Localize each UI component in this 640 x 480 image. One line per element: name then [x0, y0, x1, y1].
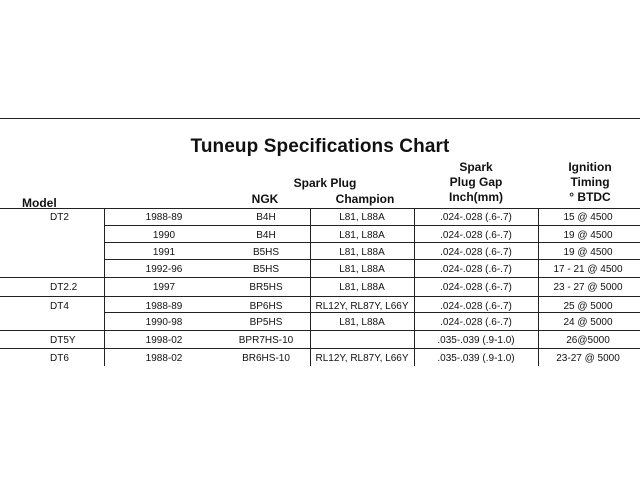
cell-ngk: B5HS — [252, 247, 280, 258]
cell-year: 1990 — [152, 230, 176, 241]
cell-year: 1990-98 — [145, 317, 183, 328]
header-champion: Champion — [335, 192, 395, 206]
row-divider — [104, 225, 640, 226]
cell-gap: .024-.028 (.6-.7) — [440, 212, 512, 223]
row-divider — [0, 348, 640, 349]
cell-timing: 23 - 27 @ 5000 — [553, 282, 623, 293]
cell-champion: L81, L88A — [339, 264, 385, 275]
cell-timing: 19 @ 4500 — [563, 247, 613, 258]
header-plug-gap-line-3: Inch(mm) — [449, 190, 503, 204]
cell-ngk: B4H — [256, 212, 276, 223]
spec-table — [0, 208, 640, 366]
header-ignition-timing — [545, 160, 635, 205]
cell-champion: L81, L88A — [339, 282, 385, 293]
cell-year: 1988-89 — [145, 301, 183, 312]
cell-gap: .024-.028 (.6-.7) — [440, 230, 512, 241]
row-divider — [0, 277, 640, 278]
cell-model: DT6 — [50, 353, 69, 364]
cell-year: 1992-96 — [145, 264, 183, 275]
cell-ngk: BP5HS — [249, 317, 283, 328]
cell-model: DT2 — [50, 212, 69, 223]
cell-gap: .024-.028 (.6-.7) — [440, 264, 512, 275]
cell-champion: L81, L88A — [339, 317, 385, 328]
chart-title: Tuneup Specifications Chart — [190, 136, 450, 157]
cell-gap: .024-.028 (.6-.7) — [440, 301, 512, 312]
cell-timing: 26@5000 — [566, 335, 610, 346]
cell-champion: L81, L88A — [339, 247, 385, 258]
row-divider — [0, 330, 640, 331]
header-plug-gap-line-1: Spark — [459, 160, 493, 174]
cell-model: DT2.2 — [50, 282, 78, 293]
header-ignition-line-3: ° BTDC — [569, 190, 611, 204]
cell-model — [0, 263, 104, 277]
cell-ngk: B5HS — [252, 264, 280, 275]
cell-gap: .024-.028 (.6-.7) — [440, 317, 512, 328]
cell-year: 1997 — [152, 282, 176, 293]
cell-year: 1988-02 — [145, 353, 183, 364]
cell-timing: 19 @ 4500 — [563, 230, 613, 241]
header-ignition-line-1: Ignition — [568, 160, 612, 174]
cell-gap: .024-.028 (.6-.7) — [440, 247, 512, 258]
cell-champion: L81, L88A — [339, 212, 385, 223]
cell-year: 1988-89 — [145, 212, 183, 223]
cell-timing: 24 @ 5000 — [563, 317, 613, 328]
header-model: Model — [22, 196, 57, 210]
cell-timing: 15 @ 4500 — [563, 212, 613, 223]
header-spark-plug: Spark Plug — [293, 176, 357, 190]
cell-year: 1991 — [152, 247, 176, 258]
cell-champion: RL12Y, RL87Y, L66Y — [315, 353, 409, 364]
cell-gap: .024-.028 (.6-.7) — [440, 282, 512, 293]
top-rule — [0, 118, 640, 119]
header-plug-gap — [420, 160, 532, 205]
cell-timing: 25 @ 5000 — [563, 301, 613, 312]
cell-champion: L81, L88A — [339, 230, 385, 241]
cell-model — [0, 316, 104, 330]
cell-timing: 23-27 @ 5000 — [556, 353, 620, 364]
cell-ngk: BPR7HS-10 — [238, 335, 294, 346]
header-ignition-line-2: Timing — [570, 175, 610, 189]
cell-ngk: B4H — [256, 230, 276, 241]
cell-year: 1998-02 — [145, 335, 183, 346]
table-header-rule — [0, 208, 640, 209]
cell-gap: .035-.039 (.9-1.0) — [437, 335, 515, 346]
cell-champion — [310, 334, 414, 348]
cell-model — [0, 229, 104, 243]
header-plug-gap-line-2: Plug Gap — [449, 175, 503, 189]
cell-ngk: BR6HS-10 — [242, 353, 290, 364]
cell-ngk: BR5HS — [249, 282, 283, 293]
cell-model — [0, 246, 104, 260]
cell-model: DT4 — [50, 301, 69, 312]
row-divider — [0, 296, 640, 297]
cell-gap: .035-.039 (.9-1.0) — [437, 353, 515, 364]
cell-champion: RL12Y, RL87Y, L66Y — [315, 301, 409, 312]
cell-ngk: BP6HS — [249, 301, 283, 312]
header-ngk: NGK — [251, 192, 279, 206]
cell-model: DT5Y — [50, 335, 76, 346]
cell-timing: 17 - 21 @ 4500 — [553, 264, 623, 275]
